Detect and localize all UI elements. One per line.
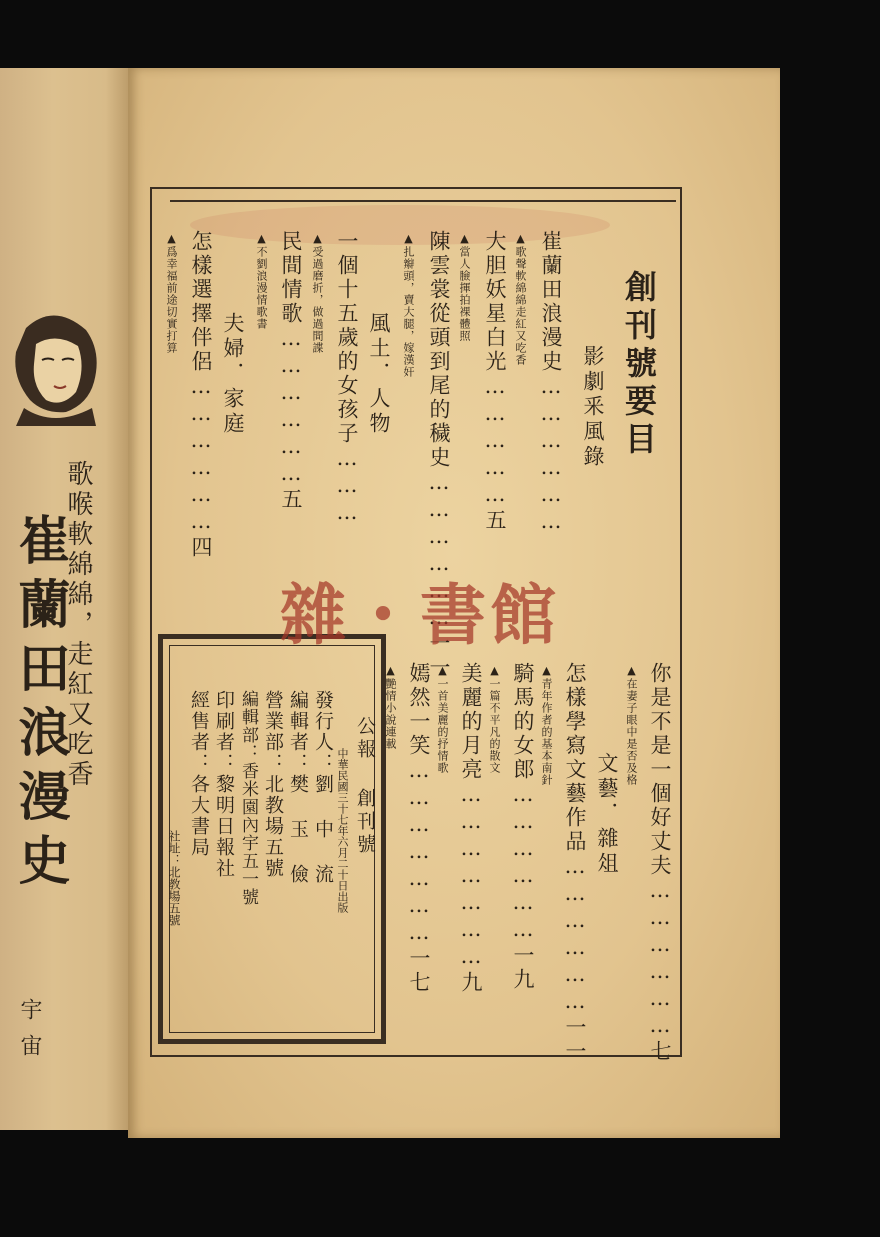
toc-top-rule — [170, 200, 676, 202]
toc-item-6-sub: ▲爲幸福前途切實打算 — [165, 232, 178, 354]
info-pub-title: 公報 創刊號 — [354, 716, 376, 857]
info-address: 社址：北教場五號 — [167, 830, 181, 926]
section-family: 夫婦．家庭 — [221, 312, 245, 437]
toc-item-1-sub: ▲歌聲軟綿綿走紅又吃香 — [514, 232, 527, 366]
toc-item-5: 民間情歌………………五 — [279, 230, 303, 512]
woman-portrait-illustration — [6, 308, 102, 426]
info-row-4: 編輯部：香米園內宇五一號 — [238, 690, 258, 906]
toc-item-11-sub: ▲艷情小說連載 — [384, 664, 397, 750]
toc-item-6: 怎樣選擇伴侶………………四 — [189, 230, 213, 560]
toc-item-9: 騎馬的女郎………………一九 — [511, 662, 535, 992]
left-big-title: 崔蘭田浪漫史 — [9, 513, 70, 897]
left-page — [0, 68, 132, 1130]
info-row-1: 發行人：劉 中 流 — [312, 690, 334, 885]
section-film-drama: 影劇釆風錄 — [581, 345, 605, 470]
section-literature: 文藝．雜俎 — [595, 752, 619, 877]
toc-item-7: 你是不是一個好丈夫………………七 — [648, 662, 672, 1064]
info-row-5: 印刷者：黎明日報社 — [213, 690, 235, 879]
toc-item-11: 嫣然一笑…………………一七 — [407, 662, 431, 995]
library-watermark: 雜・書館 — [280, 576, 560, 654]
toc-item-8-sub: ▲青年作者的基本南針 — [540, 664, 553, 786]
toc-item-2-sub: ▲當人臉揮拍裸體照 — [458, 232, 471, 342]
toc-item-1: 崔蘭田浪漫史……………… — [539, 230, 563, 536]
toc-item-10-sub: ▲一首美麗的抒情歌 — [436, 664, 449, 774]
info-row-3: 營業部：北教場五號 — [262, 690, 284, 879]
info-row-6: 經售者：各大書局 — [188, 690, 210, 858]
info-date: 中華民國三十七年六月二十日出版 — [336, 748, 349, 913]
toc-item-9-sub: ▲一篇不平凡的散文 — [488, 664, 501, 774]
toc-item-4-sub: ▲受過磨折，做過間諜 — [311, 232, 324, 354]
toc-item-4: 一個十五歲的女孩子……… — [335, 230, 359, 527]
left-caption: 歌喉軟綿綿，走紅又吃香 — [63, 460, 93, 790]
toc-item-5-sub: ▲不劉浪漫情歌書 — [255, 232, 268, 330]
toc-item-7-sub: ▲在妻子眼中是否及格 — [625, 664, 638, 786]
section-customs-people: 風土．人物 — [367, 312, 391, 437]
toc-item-8: 怎樣學寫文藝作品………………一一 — [563, 662, 587, 1064]
toc-item-3: 陳雲裳從頭到尾的穢史………………一一 — [427, 230, 451, 680]
toc-title: 創刊號要目 — [620, 270, 658, 460]
toc-item-10: 美麗的月亮…………………九 — [459, 662, 483, 995]
toc-item-3-sub: ▲扎辮頭，賣大腿，嫁漢奸 — [402, 232, 415, 378]
toc-item-2: 大胆妖星白光……………五 — [483, 230, 507, 533]
info-row-2: 編輯者：樊 玉 儉 — [287, 690, 309, 885]
left-footer: 宇宙 — [17, 998, 42, 1070]
